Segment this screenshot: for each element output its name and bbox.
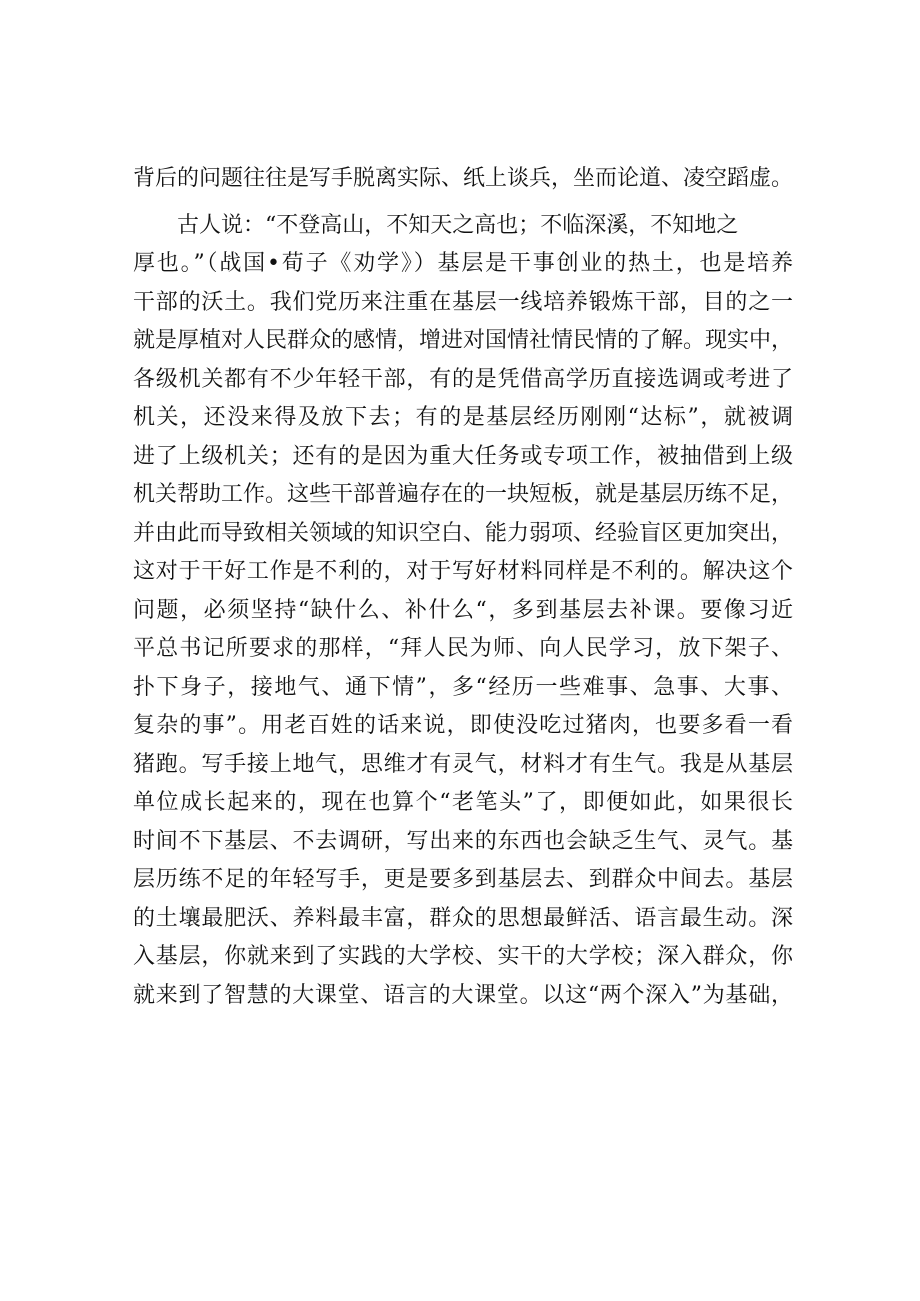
- text-line: 平总书记所要求的那样，“拜人民为师、向人民学习，放下架子、: [133, 636, 793, 661]
- text-line: 问题，必须坚持“缺什么、补什么“，多到基层去补课。要像习近: [133, 597, 793, 623]
- text-line: 就来到了智慧的大课堂、语言的大课堂。以这“两个深入”为基础，: [133, 982, 793, 1008]
- text-line: 就是厚植对人民群众的感情，增进对国情社情民情的了解。现实中，: [133, 328, 794, 353]
- text-line: 层历练不足的年轻写手，更是要多到基层去、到群众中间去。基层: [133, 867, 793, 892]
- body-text: [133, 160, 793, 1015]
- text-line: 扑下身子，接地气、通下情”，多“经历一些难事、急事、大事、: [133, 674, 793, 700]
- text-line: 这对于干好工作是不利的，对于写好材料同样是不利的。解决这个: [133, 559, 793, 584]
- text-line: 时间不下基层、不去调研，写出来的东西也会缺乏生气、灵气。基: [133, 828, 793, 854]
- text-line: 各级机关都有不少年轻干部，有的是凭借高学历直接选调或考进了: [133, 366, 793, 392]
- text-line: 入基层，你就来到了实践的大学校、实干的大学校；深入群众，你: [133, 944, 793, 969]
- text-line: 古人说：“不登高山，不知天之高也；不临深溪，不知地之: [177, 212, 739, 238]
- text-line: 并由此而导致相关领域的知识空白、能力弱项、经验盲区更加突出，: [133, 520, 794, 546]
- text-line: 的土壤最肥沃、养料最丰富，群众的思想最鲜活、语言最生动。深: [133, 905, 793, 931]
- text-line: 单位成长起来的，现在也算个“老笔头”了，即便如此，如果很长: [133, 790, 793, 815]
- text-line: 干部的沃土。我们党历来注重在基层一线培养锻炼干部，目的之一: [133, 289, 793, 315]
- text-line: 机关帮助工作。这些干部普遍存在的一块短板，就是基层历练不足，: [133, 482, 794, 507]
- text-line: 厚也。”（战国•荀子《劝学》）基层是干事创业的热土，也是培养: [133, 251, 793, 276]
- text-line: 背后的问题往往是写手脱离实际、纸上谈兵，坐而论道、凌空蹈虚。: [133, 166, 794, 191]
- text-line: 猪跑。写手接上地气，思维才有灵气，材料才有生气。我是从基层: [133, 751, 793, 777]
- text-line: 复杂的事”。用老百姓的话来说，即使没吃过猪肉，也要多看一看: [133, 713, 793, 738]
- text-line: 进了上级机关；还有的是因为重大任务或专项工作，被抽借到上级: [133, 443, 793, 469]
- text-line: 机关，还没来得及放下去；有的是基层经历刚刚“达标”，就被调: [133, 405, 793, 430]
